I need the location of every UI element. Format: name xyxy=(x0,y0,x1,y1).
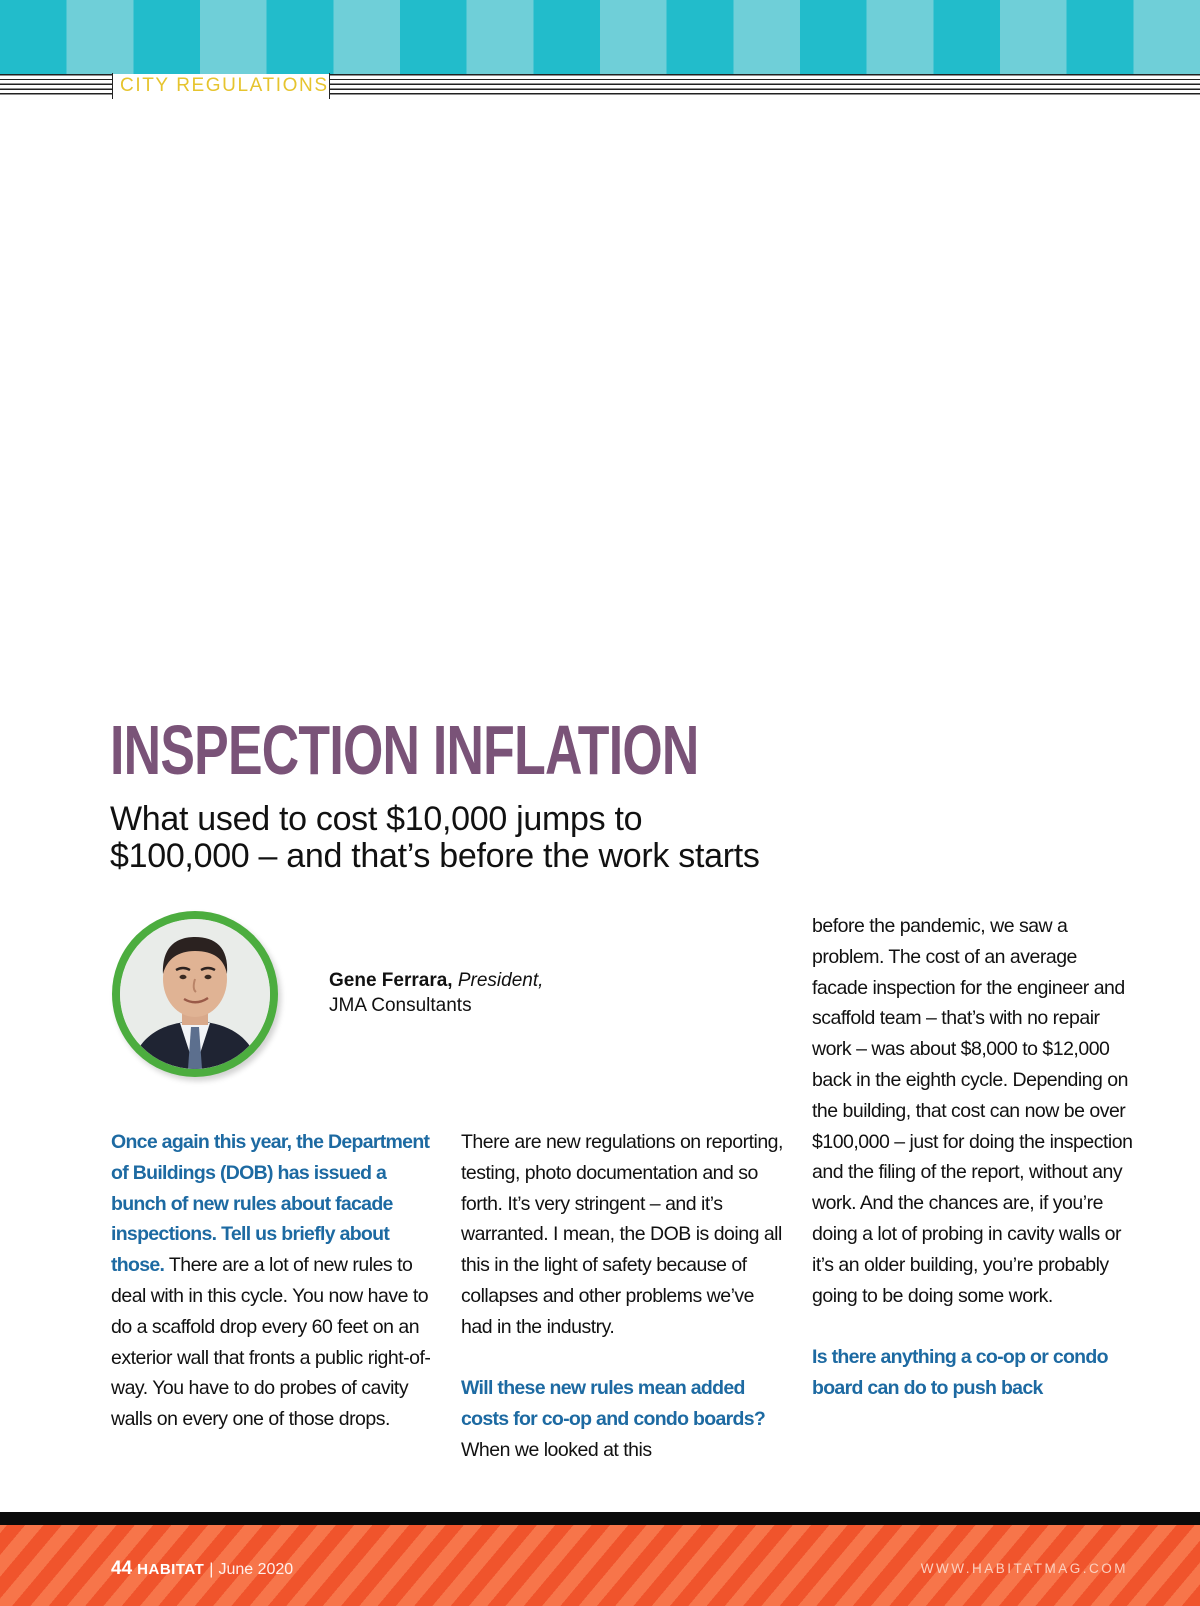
paragraph xyxy=(111,1127,433,1435)
interview-answer: There are a lot of new rules to deal with in this cycle. You now have to do a scaffold drop every 60 feet on an exterior wall that fronts a public right-of-way. You have to do probes of cavity walls on every one of those drops. xyxy=(111,1254,431,1431)
paragraph: before the pandemic, we saw a problem. The cost of an average facade inspection for the engineer and scaffold team – that’s with no repair work – was about $8,000 to $12,000 back in the eighth cycle. Depending on the building, that cost can now be over $100,000 – just for doing the inspection and the filing of the report, without any work. And the chances are, if you’re doing a lot of probing in cavity walls or it’s an older building, you’re probably going to be doing some work. xyxy=(812,915,1133,1307)
footer-folio xyxy=(111,1556,293,1582)
byline xyxy=(329,968,543,1018)
interview-answer: When we looked at this xyxy=(461,1438,652,1461)
person-photo-icon xyxy=(120,919,270,1069)
issue-date: June 2020 xyxy=(218,1561,294,1578)
byline-title: President, xyxy=(457,970,544,991)
byline-name: Gene Ferrara, xyxy=(329,970,453,991)
page-number: 44 xyxy=(111,1558,133,1579)
magazine-brand: HABITAT xyxy=(137,1561,205,1578)
section-label: CITY REGULATIONS xyxy=(112,73,330,99)
article-column-3 xyxy=(812,911,1134,1404)
article-column-2 xyxy=(461,1127,783,1466)
deck xyxy=(110,801,830,875)
deck-line-2: $100,000 – and that’s before the work starts xyxy=(110,837,760,875)
issue-separator: | xyxy=(209,1561,214,1578)
paragraph xyxy=(461,1373,783,1465)
paragraph-gap xyxy=(461,1343,783,1374)
paragraph xyxy=(812,1342,1134,1404)
byline-company: JMA Consultants xyxy=(329,995,472,1016)
deck-line-1: What used to cost $10,000 jumps to xyxy=(110,800,643,838)
paragraph-gap xyxy=(812,1311,1134,1342)
section-rule-right xyxy=(330,74,1200,98)
footer-rule xyxy=(0,1512,1200,1525)
headline: INSPECTION INFLATION xyxy=(110,711,699,789)
interview-question: Will these new rules mean added costs for co-op and condo boards? xyxy=(461,1377,766,1431)
top-stripe-banner xyxy=(0,0,1200,74)
interview-question: Once again this year, the Department of Buildings (DOB) has issued a bunch of new rules about facade inspections. Tell us briefly about those. xyxy=(111,1131,430,1277)
footer-website: WWW.HABITATMAG.COM xyxy=(920,1561,1128,1576)
avatar xyxy=(112,911,278,1077)
paragraph: There are new regulations on reporting, testing, photo documentation and so forth. It’s very stringent – and it’s warranted. I mean, the DOB is doing all this in the light of safety because of collapses and other problems we’ve had in the industry. xyxy=(461,1131,783,1338)
article-column-1 xyxy=(111,1127,433,1435)
interview-question: Is there anything a co-op or condo board can do to push back xyxy=(812,1346,1108,1399)
section-rule-left xyxy=(0,74,112,98)
